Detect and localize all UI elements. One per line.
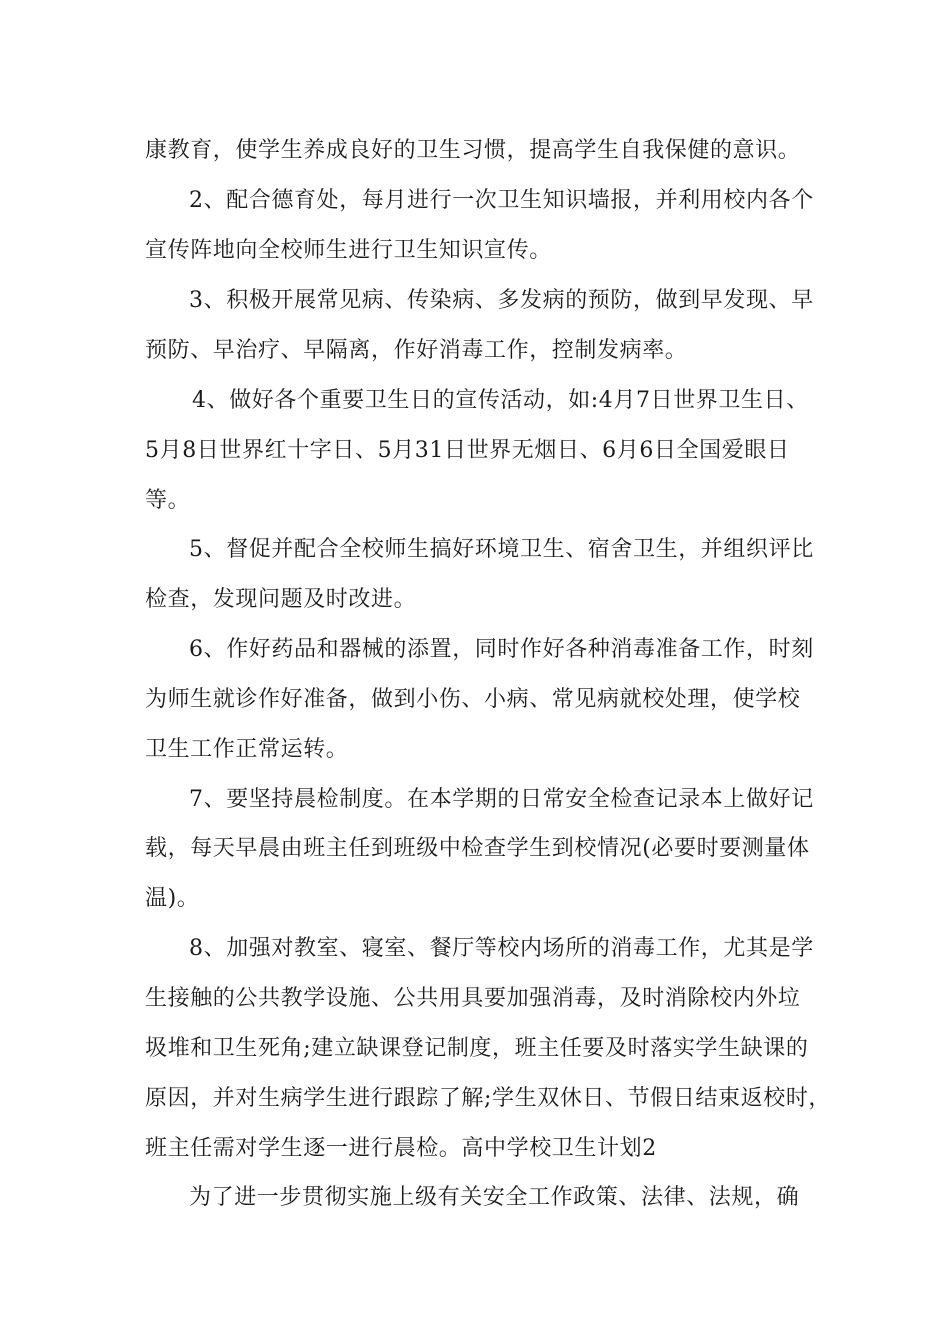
text-line: 载，每天早晨由班主任到班级中检查学生到校情况(必要时要测量体 <box>145 836 810 861</box>
text-line: 6、作好药品和器械的添置，同时作好各种消毒准备工作，时刻 <box>189 637 814 662</box>
text-line: 3、积极开展常见病、传染病、多发病的预防，做到早发现、早 <box>189 288 814 313</box>
text-line: 预防、早治疗、早隔离，作好消毒工作，控制发病率。 <box>145 338 688 363</box>
text-line: 原因，并对生病学生进行跟踪了解;学生双休日、节假日结束返校时， <box>145 1086 832 1111</box>
text-line: 2、配合德育处，每月进行一次卫生知识墙报，并利用校内各个 <box>189 188 814 213</box>
text-line: 4、做好各个重要卫生日的宣传活动，如:4月7日世界卫生日、 <box>192 388 809 413</box>
text-line: 5月8日世界红十字日、5月31日世界无烟日、6月6日全国爱眼日 <box>145 438 790 463</box>
text-line: 为师生就诊作好准备，做到小伤、小病、常见病就校处理，使学校 <box>145 687 801 712</box>
text-line: 宣传阵地向全校师生进行卫生知识宣传。 <box>145 238 552 263</box>
text-line: 康教育，使学生养成良好的卫生习惯，提高学生自我保健的意识。 <box>145 138 801 163</box>
text-line: 8、加强对教室、寝室、餐厅等校内场所的消毒工作，尤其是学 <box>189 936 814 961</box>
text-line: 等。 <box>145 488 191 513</box>
text-line: 圾堆和卫生死角;建立缺课登记制度，班主任要及时落实学生缺课的 <box>145 1036 809 1061</box>
text-line: 检查，发现问题及时改进。 <box>145 587 417 612</box>
text-line: 为了进一步贯彻实施上级有关安全工作政策、法律、法规，确 <box>189 1185 800 1210</box>
text-line: 班主任需对学生逐一进行晨检。高中学校卫生计划2 <box>145 1136 657 1161</box>
text-line: 卫生工作正常运转。 <box>145 737 349 762</box>
text-line: 温)。 <box>145 886 200 911</box>
text-line: 7、要坚持晨检制度。在本学期的日常安全检查记录本上做好记 <box>189 787 814 812</box>
text-line: 5、督促并配合全校师生搞好环境卫生、宿舍卫生，并组织评比 <box>189 537 814 562</box>
text-line: 生接触的公共教学设施、公共用具要加强消毒，及时消除校内外垃 <box>145 986 801 1011</box>
